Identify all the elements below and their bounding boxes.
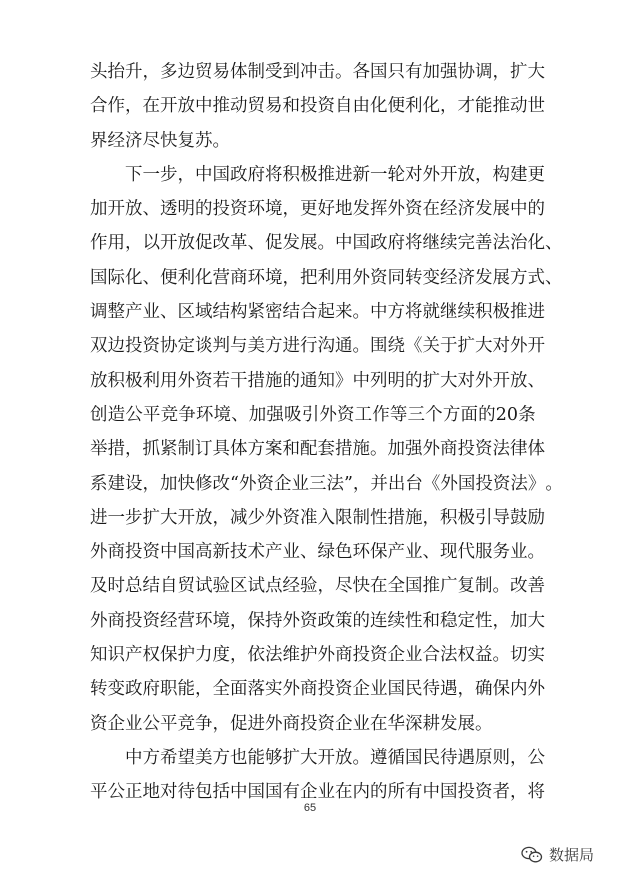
text-line: 举 措 ， 抓 紧 制 订 具 体 方 案 和 配 套 措 施 。 加 强 外 商 投 资 法 律 体 xyxy=(90,439,545,460)
text-line: 下 一 步 ， 中 国 政 府 将 积 极 推 进 新 一 轮 对 外 开 放 ， 构 建 更 xyxy=(125,164,545,185)
text-line: 创 造 公 平 竞 争 环 境 、 加 强 吸 引 外 资 工 作 等 三 个 方 面 的 20 条 xyxy=(90,404,536,425)
text-line: 头 抬 升 ， 多 边 贸 易 体 制 受 到 冲 击 。 各 国 只 有 加 强 协 调 ， 扩 大 xyxy=(90,62,545,82)
text-line: 知 识 产 权 保 护 力 度 ， 依 法 维 护 外 商 投 资 企 业 合 法 权 益 。 切 实 xyxy=(90,645,545,666)
text-line: 国 际 化 、 便 利 化 营 商 环 境 ， 把 利 用 外 资 同 转 变 经 济 发 展 方 式 、 xyxy=(90,267,563,288)
wechat-icon xyxy=(521,846,543,864)
text-line: 外 商 投 资 中 国 高 新 技 术 产 业 、 绿 色 环 保 产 业 、 现 代 服 务 业 。 xyxy=(90,542,545,563)
text-line: 加 开 放 、 透 明 的 投 资 环 境 ， 更 好 地 发 挥 外 资 在 经 济 发 展 中 的 xyxy=(90,199,545,220)
watermark-label: 数据局 xyxy=(548,846,594,864)
text-line: 外 商 投 资 经 营 环 境 ， 保 持 外 资 政 策 的 连 续 性 和 稳 定 性 ， 加 大 xyxy=(90,610,545,631)
text-line: 作 用 ， 以 开 放 促 改 革 、 促 发 展 。 中 国 政 府 将 继 续 完 善 法 治 化 、 xyxy=(90,233,563,254)
text-line: 中 方 希 望 美 方 也 能 够 扩 大 开 放 。 遵 循 国 民 待 遇 原 则 ， 公 xyxy=(125,747,545,768)
text-line: 系 建 设 ， 加 快 修 改 “ 外 资 企 业 三 法 ” ， 并 出 台 《 外 国 投 资 法 》 。 xyxy=(90,473,563,494)
body-text xyxy=(90,55,563,810)
text-line: 界经济尽快复苏。 xyxy=(90,130,230,151)
text-line: 平 公 正 地 对 待 包 括 中 国 国 有 企 业 在 内 的 所 有 中 国 投 资 者 ， 将 xyxy=(90,782,545,803)
page-number: 65 xyxy=(303,802,317,814)
watermark xyxy=(521,844,594,865)
text-line: 双 边 投 资 协 定 谈 判 与 美 方 进 行 沟 通 。 围 绕 《 关 于 扩 大 对 外 开 xyxy=(90,336,545,357)
text-line: 转 变 政 府 职 能 ， 全 面 落 实 外 商 投 资 企 业 国 民 待 遇 ， 确 保 内 外 xyxy=(90,679,545,700)
text-line: 调 整 产 业 、 区 域 结 构 紧 密 结 合 起 来 。 中 方 将 就 继 续 积 极 推 进 xyxy=(90,302,545,323)
text-line: 合 作 ， 在 开 放 中 推 动 贸 易 和 投 资 自 由 化 便 利 化 ， 才 能 推 动 世 xyxy=(90,96,545,117)
text-line: 资企业公平竞争，促进外商投资企业在华深耕发展。 xyxy=(90,713,493,734)
text-line: 及 时 总 结 自 贸 试 验 区 试 点 经 验 ， 尽 快 在 全 国 推 广 复 制 。 改 善 xyxy=(90,576,545,597)
text-line: 进 一 步 扩 大 开 放 ， 减 少 外 资 准 入 限 制 性 措 施 ， 积 极 引 导 鼓 励 xyxy=(90,507,545,528)
text-line: 放 积 极 利 用 外 资 若 干 措 施 的 通 知 》 中 列 明 的 扩 大 对 外 开 放 、 xyxy=(90,370,545,391)
